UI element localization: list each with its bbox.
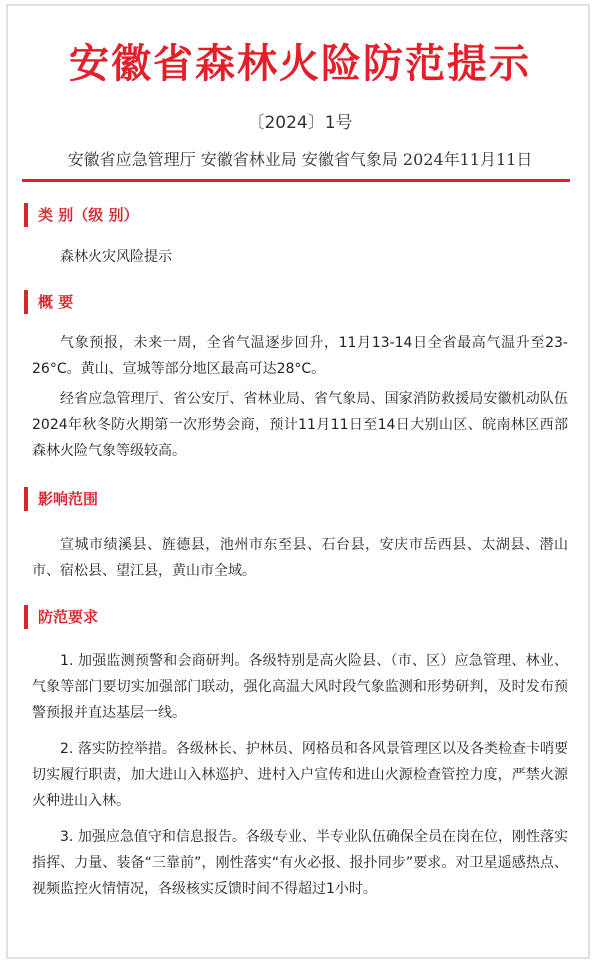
section-heading-requirements: 防范要求: [24, 603, 564, 631]
red-divider: [22, 179, 570, 182]
overview-paragraph-2: 经省应急管理厅、省公安厅、省林业局、省气象局、国家消防救援局安徽机动队伍2024年秋冬防火期第一次形势会商，预计11月11日至14日大别山区、皖南林区西部森林火险气象等级较高。: [32, 391, 568, 459]
scope-content: 宣城市绩溪县、旌德县，池州市东至县、石台县，安庆市岳西县、太湖县、潜山市、宿松县、望江县，黄山市全域。: [32, 537, 568, 579]
document-title: 安徽省森林火险防范提示: [69, 40, 531, 87]
category-content: 森林火灾风险提示: [60, 249, 172, 265]
document-number: 〔2024〕1号: [247, 113, 353, 133]
requirement-item-1: 1. 加强监测预警和会商研判。各级特别是高火险县、（市、区）应急管理、林业、气象等部门要切实加强部门联动，强化高温大风时段气象监测和形势研判，及时发布预警预报并直达基层一线。: [32, 653, 568, 721]
section-heading-category: 类 别（级 别）: [24, 201, 564, 229]
section-heading-overview: 概 要: [24, 288, 564, 316]
section-heading-scope: 影响范围: [24, 485, 564, 513]
overview-paragraph-1: 气象预报，未来一周，全省气温逐步回升，11月13-14日全省最高气温升至23-26°C。黄山、宣城等部分地区最高可达28°C。: [32, 335, 568, 377]
requirement-item-3: 3. 加强应急值守和信息报告。各级专业、半专业队伍确保全员在岗在位，刚性落实指挥、力量、装备“三靠前”，刚性落实“有火必报、报扑同步”要求。对卫星遥感热点、视频监控火情情况，各级核实反馈时间不得超过1小时。: [32, 829, 568, 897]
requirement-item-2: 2. 落实防控举措。各级林长、护林员、网格员和各风景管理区以及各类检查卡哨要切实履行职责，加大进山入林巡护、进村入户宣传和进山火源检查管控力度，严禁火源火种进山入林。: [32, 741, 568, 809]
issuer-line: 安徽省应急管理厅 安徽省林业局 安徽省气象局 2024年11月11日: [67, 150, 533, 169]
